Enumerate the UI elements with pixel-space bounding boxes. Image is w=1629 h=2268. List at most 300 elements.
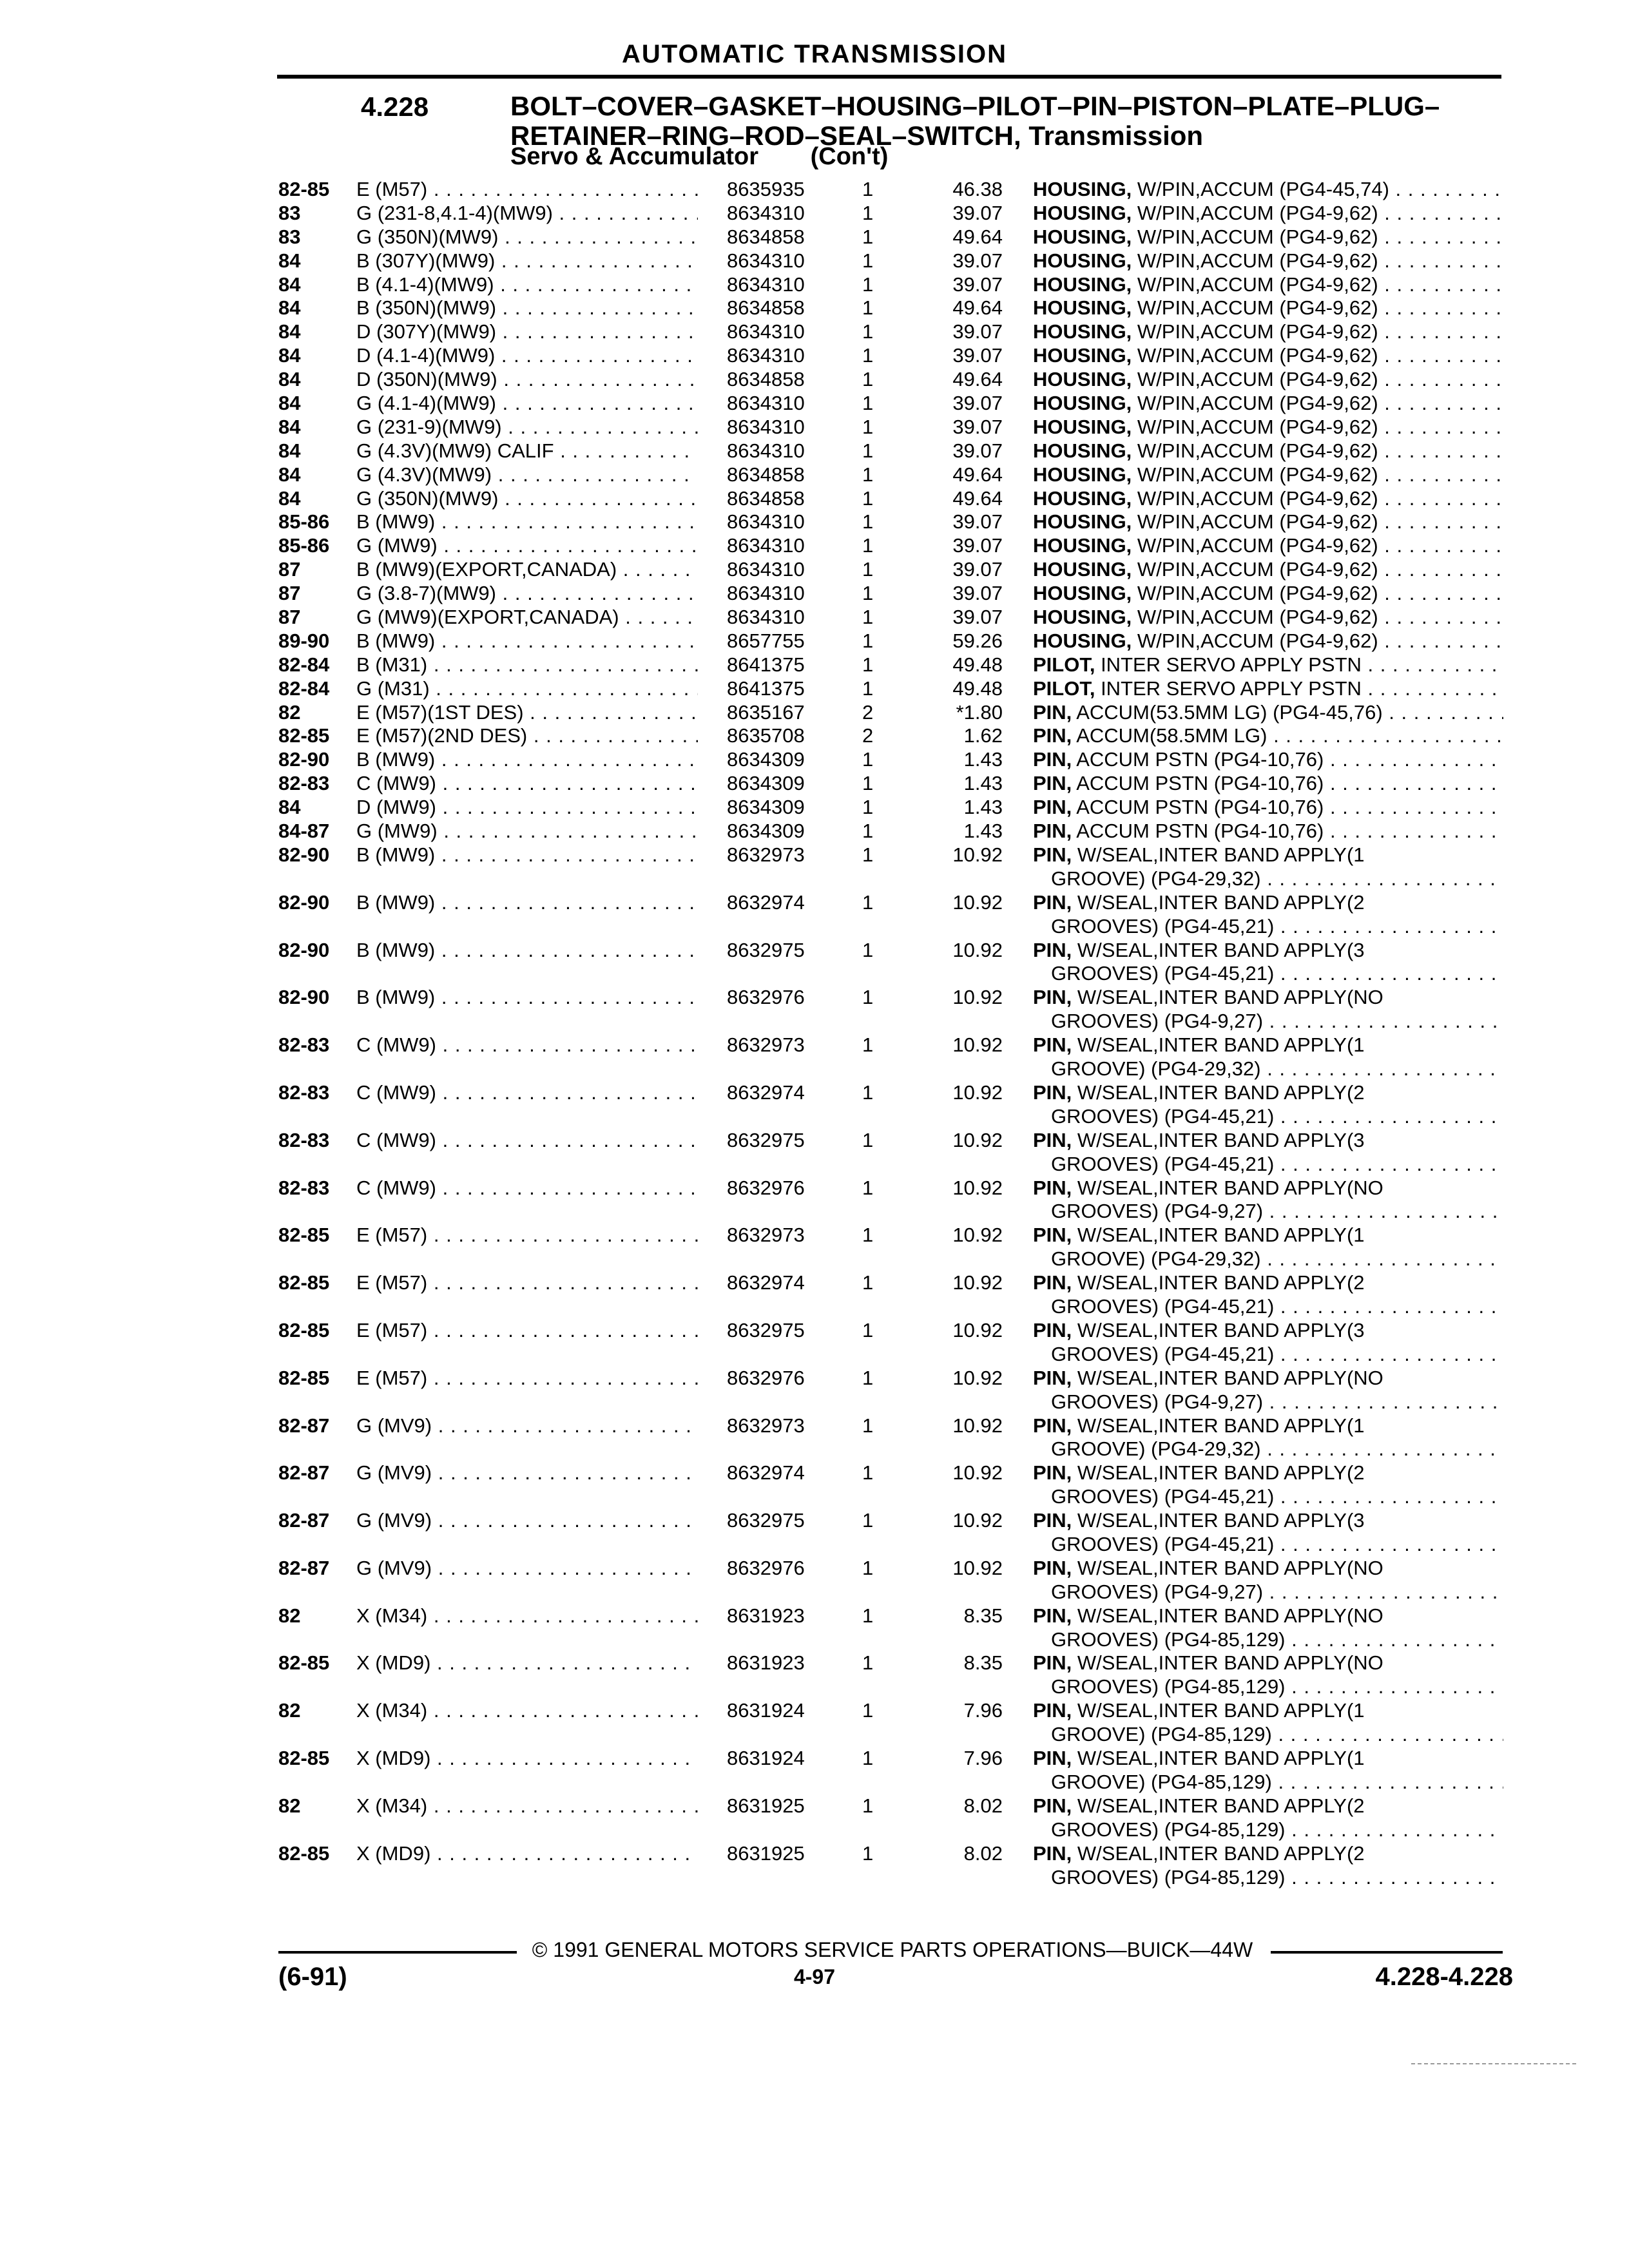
description-cell bbox=[1033, 273, 1503, 297]
year-cell: 82-83 bbox=[278, 1033, 330, 1057]
quantity-cell: 1 bbox=[862, 1747, 874, 1770]
part-number-cell: 8632975 bbox=[727, 1128, 805, 1151]
description-continuation: GROOVES) (PG4-85,129) . . . bbox=[1033, 1628, 1503, 1652]
description-text: W/PIN,ACCUM (PG4-9,62) . . . bbox=[1132, 273, 1503, 296]
year-cell: 87 bbox=[278, 582, 301, 605]
description-text: W/PIN,ACCUM (PG4-9,62) . . . bbox=[1132, 439, 1503, 462]
part-number-cell: 8635708 bbox=[727, 724, 805, 747]
model-cell: G (4.1-4)(MW9) . . . bbox=[356, 392, 698, 416]
description-keyword: PIN, bbox=[1033, 1176, 1072, 1199]
quantity-cell: 1 bbox=[862, 606, 874, 629]
quantity-cell: 1 bbox=[862, 1128, 874, 1151]
year-cell: 82-85 bbox=[278, 1224, 330, 1247]
description-cell bbox=[1033, 1747, 1503, 1794]
quantity-cell: 1 bbox=[862, 1604, 874, 1627]
description-continuation: GROOVES) (PG4-85,129) . . . bbox=[1033, 1818, 1503, 1842]
part-number-cell: 8632975 bbox=[727, 1318, 805, 1341]
description-keyword: PIN, bbox=[1033, 796, 1072, 819]
description-keyword: PIN, bbox=[1033, 748, 1072, 771]
description-cell bbox=[1033, 1081, 1503, 1129]
description-cell bbox=[1033, 510, 1503, 534]
description-keyword: PILOT, bbox=[1033, 677, 1095, 700]
description-keyword: HOUSING, bbox=[1033, 582, 1132, 605]
price-cell: 10.92 bbox=[952, 986, 1003, 1009]
year-cell: 84 bbox=[278, 415, 301, 438]
description-cell bbox=[1033, 249, 1503, 273]
table-row bbox=[0, 724, 1629, 748]
year-cell: 82 bbox=[278, 1794, 301, 1817]
table-row bbox=[0, 1557, 1629, 1604]
description-keyword: PIN, bbox=[1033, 1414, 1072, 1437]
part-number-cell: 8634310 bbox=[727, 249, 805, 272]
description-cell bbox=[1033, 320, 1503, 344]
description-continuation: GROOVES) (PG4-9,27) . . . bbox=[1033, 1581, 1503, 1604]
year-cell: 84 bbox=[278, 273, 301, 296]
description-cell bbox=[1033, 1367, 1503, 1414]
quantity-cell: 1 bbox=[862, 1176, 874, 1199]
description-cell bbox=[1033, 1842, 1503, 1890]
part-number-cell: 8634309 bbox=[727, 796, 805, 819]
price-cell: 39.07 bbox=[952, 606, 1003, 629]
description-keyword: HOUSING, bbox=[1033, 486, 1132, 510]
quantity-cell: 1 bbox=[862, 1033, 874, 1057]
model-cell: G (MV9) . . . bbox=[356, 1461, 698, 1485]
table-row bbox=[0, 1177, 1629, 1224]
year-cell: 82-90 bbox=[278, 748, 330, 771]
year-cell: 82 bbox=[278, 1604, 301, 1627]
quantity-cell: 1 bbox=[862, 296, 874, 320]
quantity-cell: 2 bbox=[862, 700, 874, 724]
table-row bbox=[0, 606, 1629, 629]
description-keyword: PILOT, bbox=[1033, 653, 1095, 676]
table-row bbox=[0, 629, 1629, 653]
quantity-cell: 1 bbox=[862, 653, 874, 676]
description-cell bbox=[1033, 677, 1503, 701]
table-row bbox=[0, 463, 1629, 487]
quantity-cell: 1 bbox=[862, 938, 874, 961]
year-cell: 84 bbox=[278, 296, 301, 320]
table-row bbox=[0, 1651, 1629, 1699]
quantity-cell: 1 bbox=[862, 463, 874, 486]
part-number-cell: 8634310 bbox=[727, 534, 805, 557]
year-cell: 82-85 bbox=[278, 1366, 330, 1389]
model-cell: B (350N)(MW9) . . . bbox=[356, 296, 698, 320]
description-text: W/SEAL,INTER BAND APPLY(NO bbox=[1072, 1176, 1383, 1199]
part-number-cell: 8634310 bbox=[727, 392, 805, 415]
price-cell: 49.64 bbox=[952, 296, 1003, 320]
description-cell bbox=[1033, 843, 1503, 891]
model-cell: C (MW9) . . . bbox=[356, 1081, 698, 1105]
model-cell: G (MW9) . . . bbox=[356, 534, 698, 558]
table-row bbox=[0, 677, 1629, 701]
year-cell: 82-87 bbox=[278, 1461, 330, 1485]
description-continuation: GROOVES) (PG4-45,21) . . . bbox=[1033, 1153, 1503, 1177]
description-text: W/SEAL,INTER BAND APPLY(3 bbox=[1072, 1318, 1365, 1341]
table-row bbox=[0, 1033, 1629, 1081]
description-cell bbox=[1033, 939, 1503, 986]
quantity-cell: 1 bbox=[862, 1556, 874, 1579]
quantity-cell: 1 bbox=[862, 677, 874, 700]
year-cell: 82-90 bbox=[278, 938, 330, 961]
description-text: ACCUM PSTN (PG4-10,76) . . . bbox=[1072, 820, 1503, 842]
description-cell bbox=[1033, 1129, 1503, 1177]
description-cell bbox=[1033, 986, 1503, 1033]
description-text: W/SEAL,INTER BAND APPLY(2 bbox=[1072, 890, 1365, 914]
table-row bbox=[0, 439, 1629, 463]
quantity-cell: 1 bbox=[862, 510, 874, 533]
year-cell: 82-84 bbox=[278, 677, 330, 700]
price-cell: 39.07 bbox=[952, 439, 1003, 462]
part-number-cell: 8634858 bbox=[727, 368, 805, 391]
description-keyword: PIN, bbox=[1033, 1604, 1072, 1627]
description-text: W/PIN,ACCUM (PG4-45,74) . . . bbox=[1132, 178, 1503, 200]
year-cell: 84 bbox=[278, 486, 301, 510]
table-row bbox=[0, 534, 1629, 558]
part-number-cell: 8634310 bbox=[727, 344, 805, 367]
year-cell: 83 bbox=[278, 201, 301, 224]
description-cell bbox=[1033, 439, 1503, 463]
year-cell: 85-86 bbox=[278, 534, 330, 557]
description-cell bbox=[1033, 724, 1503, 748]
part-number-cell: 8641375 bbox=[727, 653, 805, 676]
price-cell: 10.92 bbox=[952, 843, 1003, 866]
description-cell bbox=[1033, 296, 1503, 320]
quantity-cell: 1 bbox=[862, 796, 874, 819]
quantity-cell: 1 bbox=[862, 582, 874, 605]
description-keyword: PIN, bbox=[1033, 820, 1072, 843]
year-cell: 82-90 bbox=[278, 843, 330, 866]
scan-artifact bbox=[1411, 2063, 1579, 2064]
description-text: INTER SERVO APPLY PSTN . . . bbox=[1095, 653, 1503, 676]
model-cell: B (M31) . . . bbox=[356, 653, 698, 677]
description-text: W/PIN,ACCUM (PG4-9,62) . . . bbox=[1132, 249, 1503, 272]
quantity-cell: 1 bbox=[862, 201, 874, 224]
part-number-cell: 8632973 bbox=[727, 843, 805, 866]
price-cell: 49.48 bbox=[952, 677, 1003, 700]
description-keyword: HOUSING, bbox=[1033, 273, 1132, 296]
price-cell: 1.62 bbox=[963, 724, 1003, 747]
table-row bbox=[0, 178, 1629, 202]
description-text: W/SEAL,INTER BAND APPLY(2 bbox=[1072, 1461, 1365, 1485]
description-keyword: HOUSING, bbox=[1033, 320, 1132, 343]
quantity-cell: 1 bbox=[862, 1699, 874, 1722]
model-cell: E (M57) . . . bbox=[356, 1271, 698, 1295]
table-row bbox=[0, 986, 1629, 1033]
model-cell: B (MW9) . . . bbox=[356, 986, 698, 1010]
description-text: W/SEAL,INTER BAND APPLY(3 bbox=[1072, 1128, 1365, 1151]
part-number-cell: 8632976 bbox=[727, 1176, 805, 1199]
table-row bbox=[0, 796, 1629, 820]
year-cell: 84 bbox=[278, 439, 301, 462]
model-cell: G (MV9) . . . bbox=[356, 1509, 698, 1533]
description-continuation: GROOVE) (PG4-29,32) . . . bbox=[1033, 867, 1503, 891]
description-cell bbox=[1033, 1177, 1503, 1224]
year-cell: 82-84 bbox=[278, 653, 330, 676]
table-row bbox=[0, 487, 1629, 511]
footer-section-ref: 4.228-4.228 bbox=[1375, 1963, 1513, 1991]
description-keyword: HOUSING, bbox=[1033, 629, 1132, 652]
part-number-cell: 8631923 bbox=[727, 1604, 805, 1627]
table-row bbox=[0, 416, 1629, 439]
table-row bbox=[0, 273, 1629, 297]
model-cell: E (M57) . . . bbox=[356, 1367, 698, 1390]
year-cell: 84 bbox=[278, 320, 301, 343]
price-cell: 1.43 bbox=[963, 772, 1003, 795]
quantity-cell: 1 bbox=[862, 1081, 874, 1104]
price-cell: 10.92 bbox=[952, 1366, 1003, 1389]
description-text: W/PIN,ACCUM (PG4-9,62) . . . bbox=[1132, 629, 1503, 652]
year-cell: 82-85 bbox=[278, 1651, 330, 1675]
description-text: W/PIN,ACCUM (PG4-9,62) . . . bbox=[1132, 320, 1503, 343]
model-cell: E (M57)(1ST DES) . . . bbox=[356, 701, 698, 725]
price-cell: 10.92 bbox=[952, 1176, 1003, 1199]
model-cell: G (350N)(MW9) . . . bbox=[356, 487, 698, 511]
description-keyword: PIN, bbox=[1033, 1081, 1072, 1104]
description-text: W/PIN,ACCUM (PG4-9,62) . . . bbox=[1132, 202, 1503, 224]
model-cell: X (MD9) . . . bbox=[356, 1747, 698, 1771]
model-cell: B (MW9)(EXPORT,CANADA) . . . bbox=[356, 558, 698, 582]
description-text: W/PIN,ACCUM (PG4-9,62) . . . bbox=[1132, 344, 1503, 367]
description-cell bbox=[1033, 891, 1503, 939]
price-cell: 10.92 bbox=[952, 938, 1003, 961]
description-cell bbox=[1033, 178, 1503, 202]
description-text: W/PIN,ACCUM (PG4-9,62) . . . bbox=[1132, 392, 1503, 414]
description-cell bbox=[1033, 1604, 1503, 1652]
year-cell: 84-87 bbox=[278, 820, 330, 843]
quantity-cell: 1 bbox=[862, 320, 874, 343]
table-row bbox=[0, 296, 1629, 320]
model-cell: G (3.8-7)(MW9) . . . bbox=[356, 582, 698, 606]
quantity-cell: 1 bbox=[862, 748, 874, 771]
description-cell bbox=[1033, 416, 1503, 439]
description-keyword: PIN, bbox=[1033, 1747, 1072, 1770]
table-row bbox=[0, 1747, 1629, 1794]
continued-label: (Con't) bbox=[810, 143, 889, 170]
price-cell: 10.92 bbox=[952, 1128, 1003, 1151]
part-number-cell: 8634309 bbox=[727, 772, 805, 795]
parts-list bbox=[0, 178, 1629, 1889]
description-keyword: PIN, bbox=[1033, 1509, 1072, 1532]
description-keyword: PIN, bbox=[1033, 1461, 1072, 1485]
table-row bbox=[0, 843, 1629, 891]
description-cell bbox=[1033, 606, 1503, 629]
model-cell: B (MW9) . . . bbox=[356, 748, 698, 772]
part-number-cell: 8632976 bbox=[727, 1556, 805, 1579]
price-cell: 8.35 bbox=[963, 1604, 1003, 1627]
description-cell bbox=[1033, 1557, 1503, 1604]
description-cell bbox=[1033, 202, 1503, 226]
price-cell: 39.07 bbox=[952, 534, 1003, 557]
description-cell bbox=[1033, 629, 1503, 653]
description-keyword: PIN, bbox=[1033, 1271, 1072, 1294]
table-row bbox=[0, 249, 1629, 273]
quantity-cell: 1 bbox=[862, 225, 874, 248]
description-keyword: PIN, bbox=[1033, 772, 1072, 795]
part-number-cell: 8632974 bbox=[727, 1081, 805, 1104]
part-number-cell: 8632975 bbox=[727, 938, 805, 961]
model-cell: X (M34) . . . bbox=[356, 1699, 698, 1723]
description-cell bbox=[1033, 392, 1503, 416]
quantity-cell: 1 bbox=[862, 368, 874, 391]
part-number-cell: 8631923 bbox=[727, 1651, 805, 1675]
price-cell: 39.07 bbox=[952, 320, 1003, 343]
page-header-title: AUTOMATIC TRANSMISSION bbox=[621, 40, 1008, 68]
quantity-cell: 1 bbox=[862, 1318, 874, 1341]
description-cell bbox=[1033, 1651, 1503, 1699]
section-title: BOLT–COVER–GASKET–HOUSING–PILOT–PIN–PISTON–PLATE–PLUG–RETAINER–RING–ROD–SEAL–SWITCH, Transmission bbox=[510, 91, 1440, 151]
price-cell: 39.07 bbox=[952, 558, 1003, 581]
footer-page-number: 4-97 bbox=[793, 1965, 836, 1988]
price-cell: 10.92 bbox=[952, 1318, 1003, 1341]
model-cell: C (MW9) . . . bbox=[356, 1033, 698, 1057]
description-keyword: HOUSING, bbox=[1033, 225, 1132, 248]
description-keyword: HOUSING, bbox=[1033, 392, 1132, 415]
quantity-cell: 1 bbox=[862, 1461, 874, 1485]
footer-rule-right bbox=[1271, 1951, 1503, 1954]
price-cell: 49.64 bbox=[952, 486, 1003, 510]
description-text: W/SEAL,INTER BAND APPLY(NO bbox=[1072, 1604, 1383, 1627]
price-cell: 39.07 bbox=[952, 344, 1003, 367]
description-text: W/PIN,ACCUM (PG4-9,62) . . . bbox=[1132, 558, 1503, 581]
table-row bbox=[0, 1509, 1629, 1557]
table-row bbox=[0, 1129, 1629, 1177]
description-continuation: GROOVES) (PG4-45,21) . . . bbox=[1033, 1485, 1503, 1509]
table-row bbox=[0, 320, 1629, 344]
model-cell: E (M57) . . . bbox=[356, 1224, 698, 1247]
description-cell bbox=[1033, 344, 1503, 368]
year-cell: 82-83 bbox=[278, 1081, 330, 1104]
description-cell bbox=[1033, 1699, 1503, 1747]
model-cell: C (MW9) . . . bbox=[356, 1129, 698, 1153]
price-cell: 49.64 bbox=[952, 463, 1003, 486]
part-number-cell: 8632974 bbox=[727, 1461, 805, 1485]
model-cell: B (MW9) . . . bbox=[356, 510, 698, 534]
description-keyword: HOUSING, bbox=[1033, 534, 1132, 557]
description-text: W/PIN,ACCUM (PG4-9,62) . . . bbox=[1132, 606, 1503, 628]
part-number-cell: 8634310 bbox=[727, 582, 805, 605]
year-cell: 82-90 bbox=[278, 890, 330, 914]
footer-date: (6-91) bbox=[278, 1963, 347, 1991]
price-cell: 7.96 bbox=[963, 1747, 1003, 1770]
quantity-cell: 1 bbox=[862, 344, 874, 367]
description-keyword: PIN, bbox=[1033, 1366, 1072, 1389]
description-text: W/PIN,ACCUM (PG4-9,62) . . . bbox=[1132, 487, 1503, 510]
quantity-cell: 1 bbox=[862, 1651, 874, 1675]
quantity-cell: 1 bbox=[862, 439, 874, 462]
table-row bbox=[0, 1461, 1629, 1509]
table-row bbox=[0, 1794, 1629, 1842]
table-row bbox=[0, 1271, 1629, 1319]
part-number-cell: 8632974 bbox=[727, 890, 805, 914]
quantity-cell: 1 bbox=[862, 1841, 874, 1865]
description-text: W/SEAL,INTER BAND APPLY(1 bbox=[1072, 1414, 1365, 1437]
year-cell: 84 bbox=[278, 344, 301, 367]
year-cell: 82-85 bbox=[278, 1747, 330, 1770]
model-cell: B (MW9) . . . bbox=[356, 939, 698, 963]
description-text: W/PIN,ACCUM (PG4-9,62) . . . bbox=[1132, 582, 1503, 604]
description-keyword: HOUSING, bbox=[1033, 463, 1132, 486]
description-cell bbox=[1033, 748, 1503, 772]
table-row bbox=[0, 748, 1629, 772]
part-number-cell: 8634310 bbox=[727, 273, 805, 296]
quantity-cell: 1 bbox=[862, 986, 874, 1009]
description-keyword: PIN, bbox=[1033, 724, 1072, 747]
price-cell: 10.92 bbox=[952, 1033, 1003, 1057]
model-cell: D (4.1-4)(MW9) . . . bbox=[356, 344, 698, 368]
year-cell: 82-85 bbox=[278, 724, 330, 747]
description-text: W/PIN,ACCUM (PG4-9,62) . . . bbox=[1132, 416, 1503, 438]
year-cell: 82-85 bbox=[278, 178, 330, 200]
price-cell: 10.92 bbox=[952, 1224, 1003, 1247]
model-cell: E (M57) . . . bbox=[356, 1319, 698, 1343]
price-cell: 39.07 bbox=[952, 415, 1003, 438]
description-continuation: GROOVE) (PG4-85,129) . . . bbox=[1033, 1771, 1503, 1794]
description-text: W/SEAL,INTER BAND APPLY(2 bbox=[1072, 1081, 1365, 1104]
description-continuation: GROOVES) (PG4-9,27) . . . bbox=[1033, 1390, 1503, 1414]
table-row bbox=[0, 1699, 1629, 1747]
quantity-cell: 2 bbox=[862, 724, 874, 747]
table-row bbox=[0, 226, 1629, 249]
description-text: ACCUM PSTN (PG4-10,76) . . . bbox=[1072, 748, 1503, 771]
description-keyword: PIN, bbox=[1033, 890, 1072, 914]
price-cell: 39.07 bbox=[952, 273, 1003, 296]
year-cell: 82-85 bbox=[278, 1318, 330, 1341]
description-text: W/SEAL,INTER BAND APPLY(2 bbox=[1072, 1271, 1365, 1294]
description-cell bbox=[1033, 582, 1503, 606]
part-number-cell: 8632973 bbox=[727, 1033, 805, 1057]
description-cell bbox=[1033, 368, 1503, 392]
description-continuation: GROOVE) (PG4-29,32) . . . bbox=[1033, 1057, 1503, 1081]
description-text: W/PIN,ACCUM (PG4-9,62) . . . bbox=[1132, 226, 1503, 248]
table-row bbox=[0, 653, 1629, 677]
price-cell: 10.92 bbox=[952, 890, 1003, 914]
description-text: W/SEAL,INTER BAND APPLY(1 bbox=[1072, 1033, 1365, 1057]
description-cell bbox=[1033, 796, 1503, 820]
description-text: W/SEAL,INTER BAND APPLY(NO bbox=[1072, 1651, 1383, 1675]
description-continuation: GROOVES) (PG4-9,27) . . . bbox=[1033, 1010, 1503, 1033]
quantity-cell: 1 bbox=[862, 1794, 874, 1817]
description-keyword: PIN, bbox=[1033, 938, 1072, 961]
description-text: W/SEAL,INTER BAND APPLY(3 bbox=[1072, 938, 1365, 961]
description-keyword: HOUSING, bbox=[1033, 368, 1132, 391]
part-number-cell: 8634858 bbox=[727, 296, 805, 320]
part-number-cell: 8635935 bbox=[727, 178, 805, 200]
part-number-cell: 8634309 bbox=[727, 748, 805, 771]
part-number-cell: 8631925 bbox=[727, 1841, 805, 1865]
price-cell: 10.92 bbox=[952, 1509, 1003, 1532]
year-cell: 85-86 bbox=[278, 510, 330, 533]
description-cell bbox=[1033, 1414, 1503, 1462]
price-cell: 8.02 bbox=[963, 1841, 1003, 1865]
description-cell bbox=[1033, 487, 1503, 511]
description-continuation: GROOVES) (PG4-45,21) . . . bbox=[1033, 962, 1503, 986]
price-cell: 1.43 bbox=[963, 820, 1003, 843]
price-cell: 39.07 bbox=[952, 582, 1003, 605]
description-keyword: PIN, bbox=[1033, 1841, 1072, 1865]
price-cell: 10.92 bbox=[952, 1414, 1003, 1437]
description-text: W/SEAL,INTER BAND APPLY(NO bbox=[1072, 1366, 1383, 1389]
quantity-cell: 1 bbox=[862, 772, 874, 795]
description-cell bbox=[1033, 1461, 1503, 1509]
description-text: W/SEAL,INTER BAND APPLY(2 bbox=[1072, 1841, 1365, 1865]
part-number-cell: 8632976 bbox=[727, 986, 805, 1009]
description-keyword: HOUSING, bbox=[1033, 415, 1132, 438]
price-cell: 39.07 bbox=[952, 392, 1003, 415]
table-row bbox=[0, 510, 1629, 534]
part-number-cell: 8641375 bbox=[727, 677, 805, 700]
price-cell: 7.96 bbox=[963, 1699, 1003, 1722]
description-keyword: PIN, bbox=[1033, 986, 1072, 1009]
